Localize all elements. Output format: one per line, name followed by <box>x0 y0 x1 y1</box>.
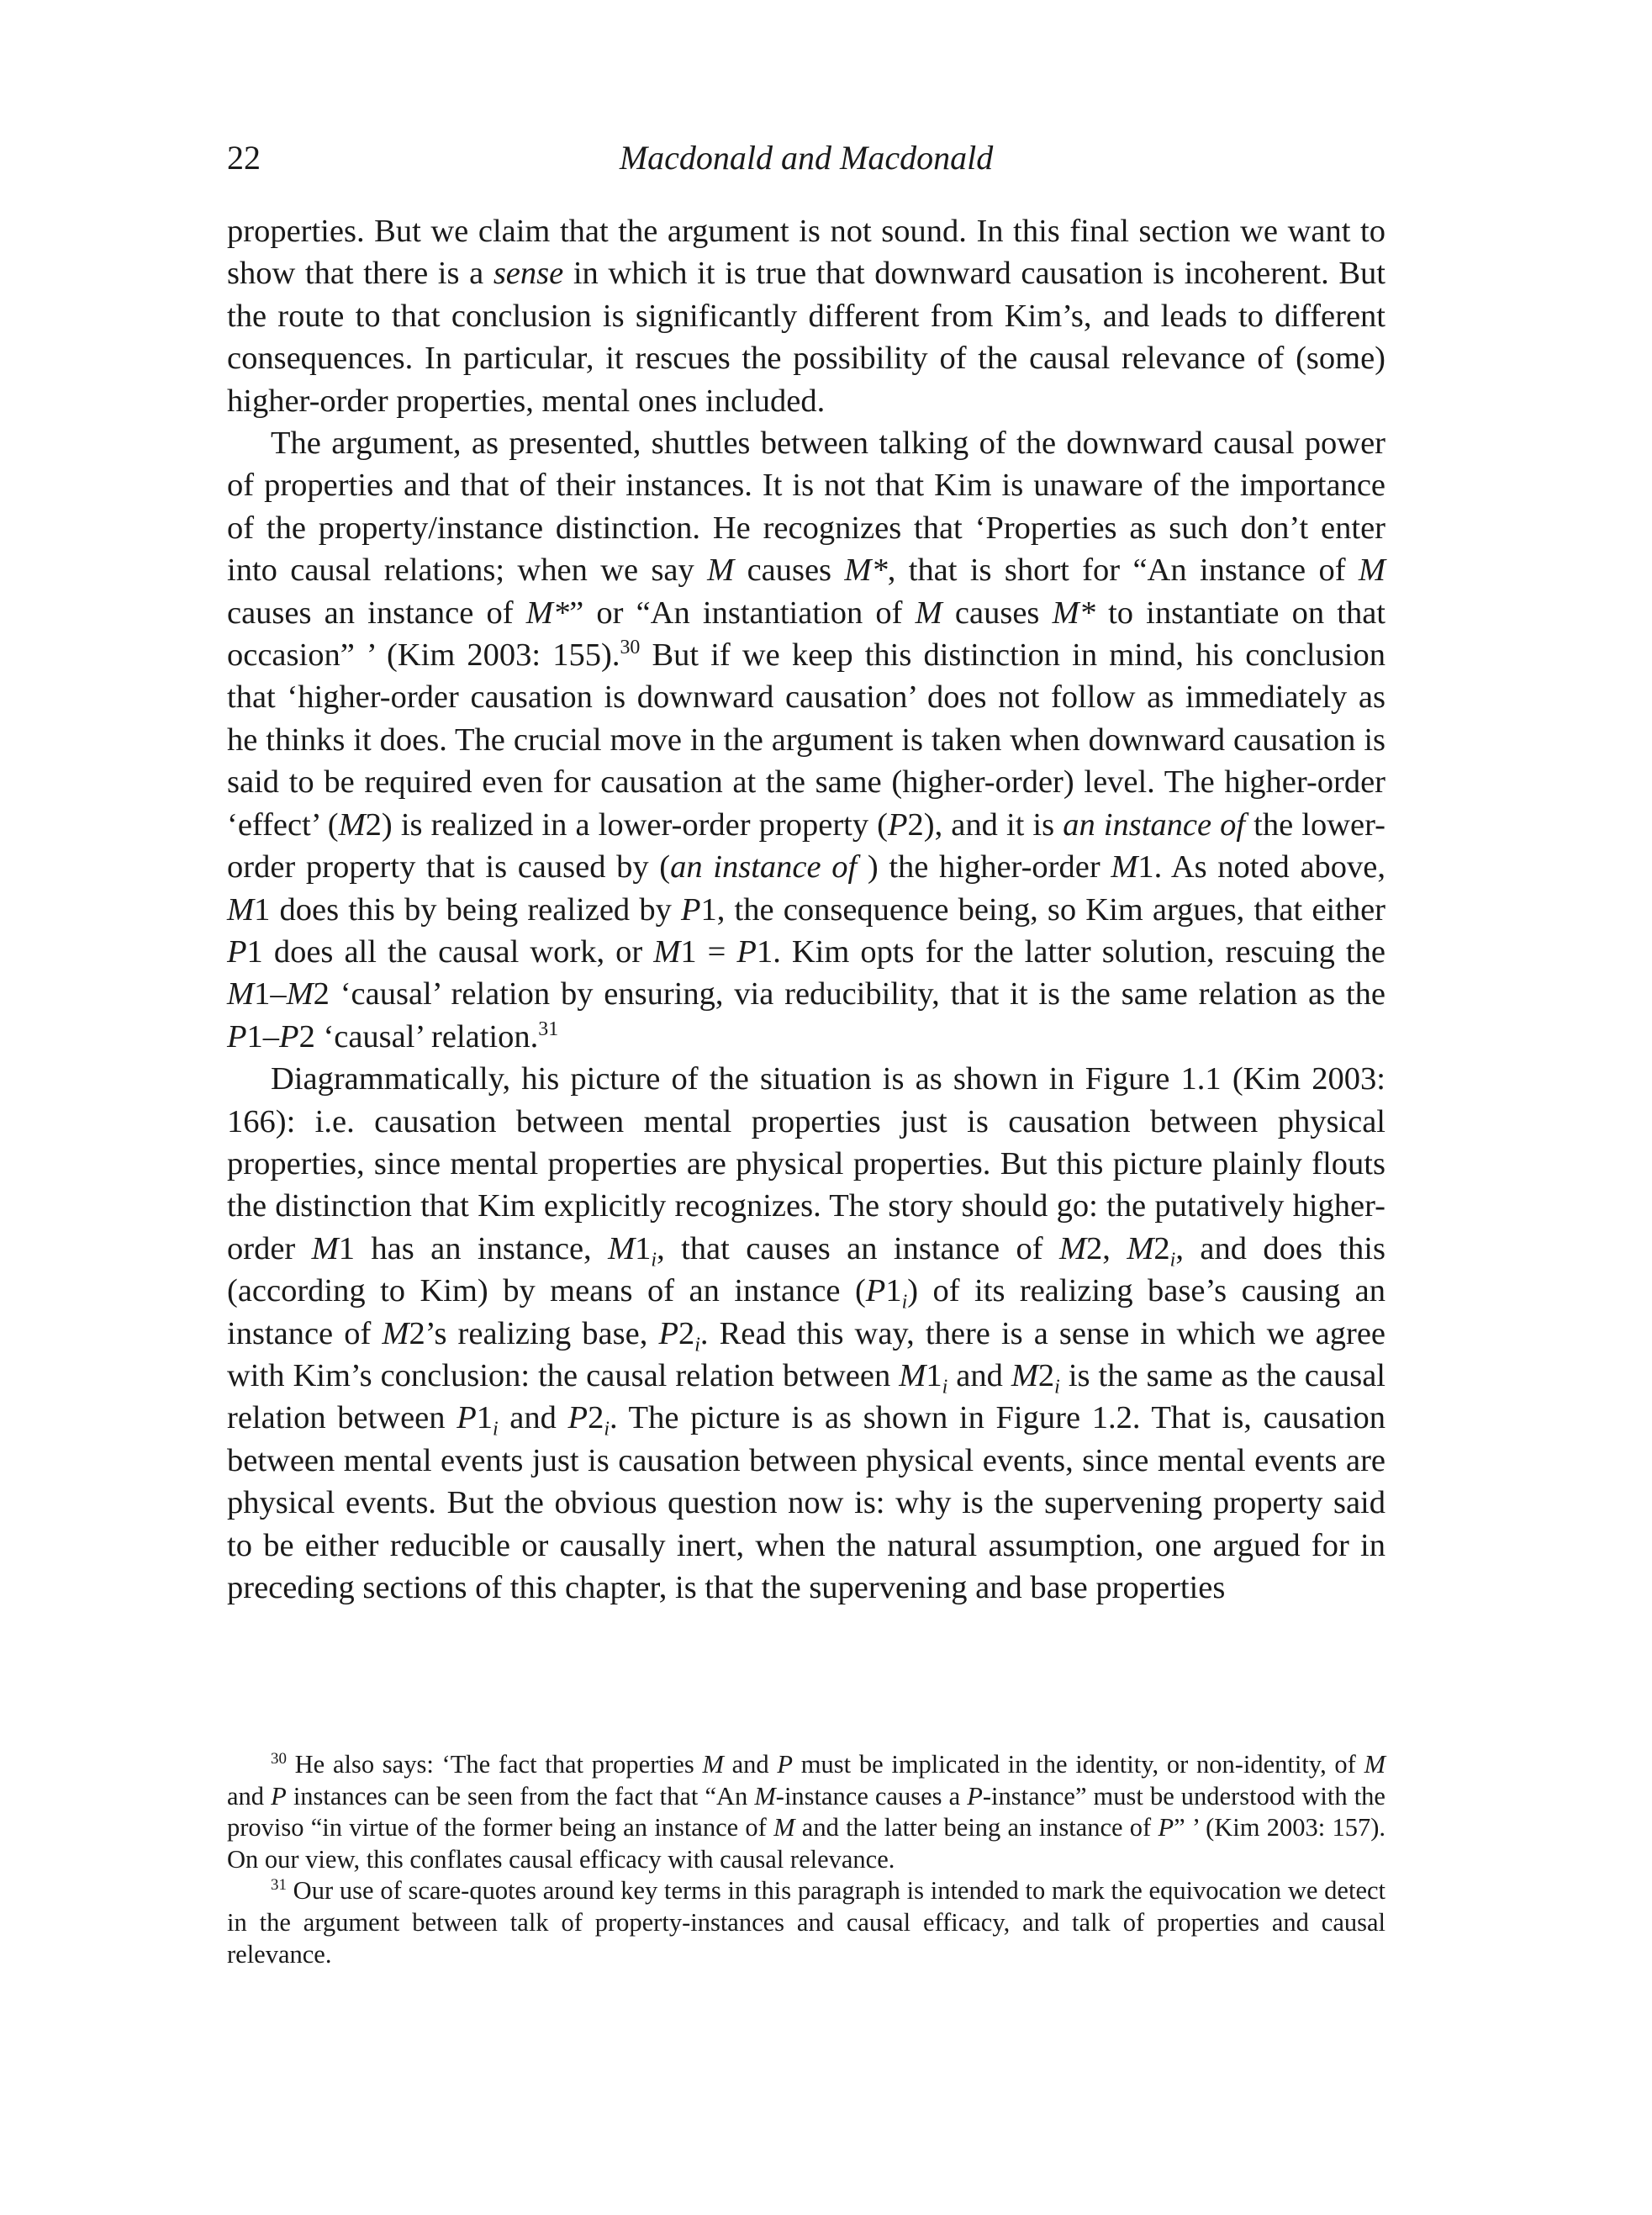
math-variable: M <box>915 595 942 631</box>
math-variable: P <box>967 1781 983 1811</box>
text-run: . Read this way, there is a sense in which we agree with Kim’s conclusion: the causal relation between <box>227 1315 1385 1393</box>
math-variable: M <box>382 1315 409 1351</box>
instance-subscript: i <box>1054 1376 1060 1398</box>
text-run: 1 does all the causal work, or <box>246 933 654 970</box>
footnote-30 <box>227 1749 1385 1875</box>
text-run: ” or “An instantiation of <box>569 595 916 631</box>
math-variable: M <box>227 976 255 1012</box>
text-run: 1. As noted above, <box>1137 849 1386 885</box>
paragraph-1 <box>227 210 1385 422</box>
text-run: 1 has an instance, <box>338 1230 609 1266</box>
math-variable: M <box>899 1357 926 1393</box>
text-run: 2), and it is <box>907 806 1064 843</box>
text-run: is the same as the causal relation between <box>227 1357 1386 1436</box>
math-variable: M <box>286 976 314 1012</box>
math-variable: M <box>608 1230 636 1266</box>
math-variable: M <box>1127 1230 1154 1266</box>
math-variable: M <box>707 552 735 589</box>
text-run: 1 <box>635 1230 652 1266</box>
text-run: 1 <box>926 1357 942 1393</box>
text-run: 2, <box>1086 1230 1127 1266</box>
text-run: and <box>498 1400 568 1436</box>
text-run: causes <box>942 595 1053 631</box>
math-variable: P <box>279 1018 299 1055</box>
math-variable: M <box>1011 1357 1038 1393</box>
math-variable: M <box>1058 1230 1087 1266</box>
instance-subscript: i <box>942 1376 948 1398</box>
math-variable: M <box>702 1750 724 1779</box>
math-variable: M <box>227 891 255 928</box>
text-run: Diagrammatically, his picture of the situation is as shown in Figure 1.1 (Kim 2003: 166): i.e. causation between mental properties just is causation between physical properties, since mental properties are physical properties. But this picture plainly flouts the distinction that Kim explicitly recognizes. The story should go: the putatively higher-order <box>227 1061 1385 1266</box>
math-variable: P <box>227 1018 247 1055</box>
text-run: to instantiate on that occasion” ’ (Kim 2003: 155). <box>227 595 1385 674</box>
text-run: -instance” must be understood with the proviso “in virtue of the former being an instance of <box>227 1781 1385 1842</box>
text-run: must be implicated in the identity, or non-identity, of <box>793 1750 1364 1779</box>
math-variable: M* <box>844 552 888 589</box>
math-variable: M <box>754 1781 776 1811</box>
emphasis: an instance of <box>1063 806 1246 843</box>
text-run: . The picture is as shown in Figure 1.2. That is, causation between mental events just is causation between physical events, since mental events are physical events. But the obvious question now is: why is the supervening property said to be either reducible or causally inert, when the natural assumption, one argued for in preceding sections of this chapter, is that the supervening and base properties <box>227 1400 1385 1605</box>
math-variable: P <box>227 933 247 970</box>
instance-subscript: i <box>604 1419 610 1441</box>
math-variable: M <box>773 1813 795 1842</box>
text-run: 2 ‘causal’ relation by ensuring, via reducibility, that it is the same relation as the <box>313 976 1385 1012</box>
text-run: He also says: ‘The fact that properties <box>286 1750 703 1779</box>
page-number: 22 <box>227 139 261 177</box>
text-run: in which it is true that downward causation is incoherent. But the route to that conclusion is significantly different from Kim’s, and leads to different consequences. In particular, it rescues the possibility of the causal relevance of (some) higher-order properties, mental ones included. <box>227 256 1385 419</box>
instance-subscript: i <box>1169 1249 1176 1271</box>
instance-subscript: i <box>901 1291 908 1314</box>
text-run: 1 <box>476 1400 493 1436</box>
text-run: 1 does this by being realized by <box>254 891 681 928</box>
text-run: But if we keep this distinction in mind, his conclusion that ‘higher-order causation is downward causation’ does not follow as immediately as he thinks it does. The crucial move in the argument is taken when downward causation is said to be required even for causation at the same (higher-order) level. The higher-order ‘effect’ ( <box>227 637 1385 843</box>
text-run: and the latter being an instance of <box>794 1813 1159 1842</box>
instance-subscript: i <box>492 1419 499 1441</box>
text-run: -instance causes a <box>775 1781 968 1811</box>
paragraph-2 <box>227 422 1385 1058</box>
text-run: 1. Kim opts for the latter solution, rescuing the <box>756 933 1386 970</box>
footnote-ref-30[interactable]: 30 <box>620 637 641 659</box>
emphasis: an instance of <box>670 849 858 885</box>
text-run: The argument, as presented, shuttles between talking of the downward causal power of properties and that of their instances. It is not that Kim is unaware of the importance of the property/instance distinction. He recognizes that ‘Properties as such don’t enter into causal relations; when we say <box>227 426 1385 589</box>
math-variable: M <box>1111 849 1138 885</box>
footnote-marker-31: 31 <box>271 1876 287 1895</box>
body-text <box>227 210 1385 1609</box>
text-run: properties. But we claim that the argument is not sound. In this final section we want to show that there is a <box>227 214 1385 292</box>
math-variable: P <box>1158 1813 1174 1842</box>
text-run: 1, the consequence being, so Kim argues, that either <box>700 891 1385 928</box>
math-variable: P <box>888 806 908 843</box>
text-run: ) of its realizing base’s causing an instance of <box>227 1273 1385 1351</box>
footnote-31 <box>227 1875 1385 1970</box>
text-run: 2 <box>1153 1230 1170 1266</box>
text-run: ” ’ (Kim 2003: 157). On our view, this conflates causal efficacy with causal relevance. <box>227 1813 1386 1874</box>
instance-subscript: i <box>694 1334 700 1356</box>
page-header <box>227 133 1385 183</box>
text-run: and <box>947 1357 1011 1393</box>
text-run: 1– <box>254 976 287 1012</box>
text-run: 2’s realizing base, <box>409 1315 659 1351</box>
running-title: Macdonald and Macdonald <box>619 139 994 177</box>
math-variable: M <box>1358 552 1385 589</box>
math-variable: P <box>658 1315 678 1351</box>
text-run: the lower-order property that is caused by ( <box>227 806 1386 885</box>
text-run: 2) is realized in a lower-order property ( <box>365 806 888 843</box>
instance-subscript: i <box>651 1249 657 1271</box>
text-run: 2 <box>678 1315 695 1351</box>
text-run: causes <box>734 552 845 589</box>
math-variable: M <box>311 1230 339 1266</box>
footnote-marker-30: 30 <box>271 1749 287 1768</box>
text-run: and <box>723 1750 778 1779</box>
math-variable: P <box>736 933 757 970</box>
footnote-ref-31[interactable]: 31 <box>538 1018 559 1040</box>
text-run: 1– <box>246 1018 280 1055</box>
text-run: ) the higher-order <box>857 849 1111 885</box>
text-run: 1 <box>885 1273 902 1309</box>
text-run: , that is short for “An instance of <box>887 552 1359 589</box>
text-run: , that causes an instance of <box>657 1230 1059 1266</box>
math-variable: M <box>338 806 366 843</box>
math-variable: M* <box>525 595 570 631</box>
text-run: 1 = <box>680 933 737 970</box>
text-run: 2 <box>1037 1357 1055 1393</box>
text-run: instances can be seen from the fact that “An <box>286 1781 755 1811</box>
footnotes <box>227 1749 1385 1970</box>
math-variable: M* <box>1052 595 1095 631</box>
emphasis: sense <box>493 256 564 292</box>
text-run: , and does this (according to Kim) by means of an instance ( <box>227 1230 1385 1309</box>
text-run: 2 ‘causal’ relation. <box>298 1018 539 1055</box>
math-variable: P <box>271 1781 287 1811</box>
text-run: and <box>227 1781 272 1811</box>
math-variable: P <box>567 1400 588 1436</box>
math-variable: P <box>777 1750 794 1779</box>
math-variable: M <box>1364 1750 1385 1779</box>
math-variable: P <box>865 1273 886 1309</box>
text-run: Our use of scare-quotes around key terms in this paragraph is intended to mark the equivocation we detect in the argument between talk of property-instances and causal efficacy, and talk of properties and causal relevance. <box>227 1876 1385 1969</box>
math-variable: P <box>457 1400 477 1436</box>
math-variable: M <box>653 933 681 970</box>
text-run: causes an instance of <box>227 595 526 631</box>
text-run: 2 <box>588 1400 604 1436</box>
paragraph-3 <box>227 1058 1385 1609</box>
math-variable: P <box>680 891 701 928</box>
